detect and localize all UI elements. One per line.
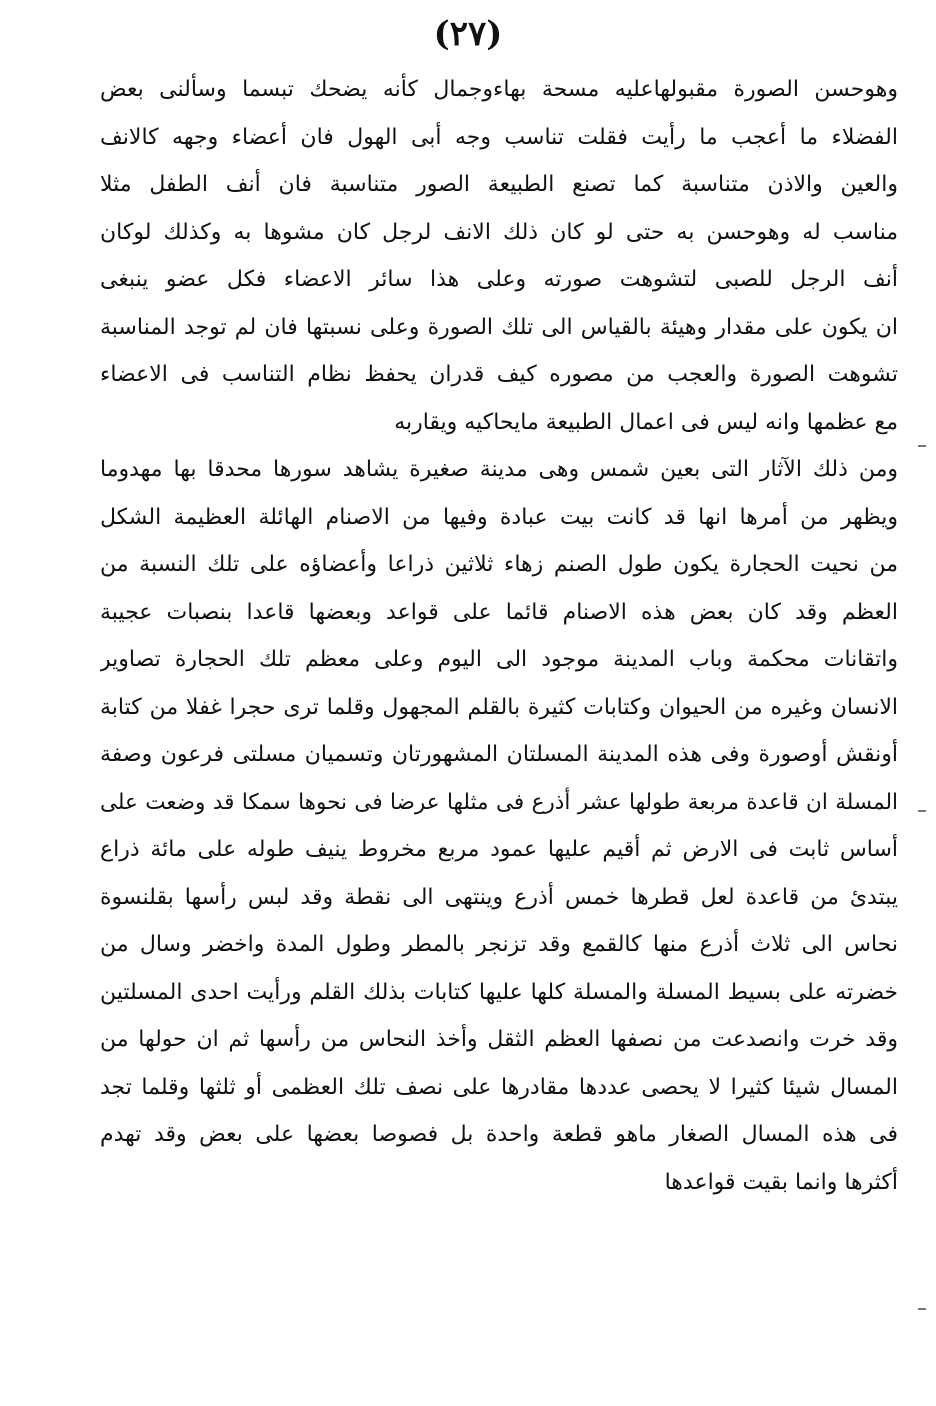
text-line: ان يكون على مقدار وهيئة بالقياس الى تلك الصورة وعلى نسبتها فان لم توجد المناسبة [100, 314, 898, 340]
page-number: (٢٧) [433, 14, 503, 54]
text-line: مع عظمها وانه ليس فى اعمال الطبيعة مايحاكيه ويقاربه [394, 409, 898, 435]
text-line: تشوهت الصورة والعجب من مصوره كيف قدران يحفظ نظام التناسب فى الاعضاء [100, 362, 898, 387]
text-line: المسال شيئا كثيرا لا يحصى عددها مقادرها على نصف تلك العظمى أو ثلثها وقلما تجد [100, 1074, 898, 1100]
text-line: من نحيت الحجارة يكون طول الصنم زهاء ثلاثين ذراعا وأعضاؤه على تلك النسبة من [100, 552, 898, 577]
text-line: واتقانات محكمة وباب المدينة موجود الى اليوم وعلى معظم تلك الحجارة تصاوير [100, 647, 898, 672]
text-line: ومن ذلك الآثار التى بعين شمس وهى مدينة صغيرة يشاهد سورها محدقا بها مهدوما [100, 457, 898, 482]
text-line: فى هذه المسال الصغار ماهو قطعة واحدة بل فصوصا بعضها على بعض وقد تهدم [100, 1122, 898, 1147]
text-line: أونقش أوصورة وفى هذه المدينة المسلتان المشهورتان وتسميان مسلتى فرعون وصفة [100, 742, 898, 767]
margin-mark [918, 1308, 926, 1310]
text-line: نحاس الى ثلاث أذرع منها كالقمع وقد تزنجر بالمطر وطول المدة واخضر وسال من [100, 932, 898, 957]
text-line: ويظهر من أمرها انها قد كانت بيت عبادة وفيها من الاصنام الهائلة العظيمة الشكل [100, 504, 898, 530]
body-text [100, 66, 898, 1206]
text-line: مناسب له وهوحسن به حتى لو كان ذلك الانف لرجل كان مشوها به وكذلك لوكان [100, 219, 898, 245]
text-line: والعين والاذن متناسبة كما تصنع الطبيعة الصور متناسبة فان أنف الطفل مثلا [100, 172, 898, 197]
text-line: الانسان وغيره من الحيوان وكتابات كثيرة بالقلم المجهول وقلما ترى حجرا غفلا من كتابة [100, 694, 898, 720]
text-line: وقد خرت وانصدعت من نصفها العظم الثقل وأخذ النحاس من رأسها ثم ان حولها من [100, 1027, 898, 1052]
margin-mark [918, 445, 926, 447]
text-line: المسلة ان قاعدة مربعة طولها عشر أذرع فى مثلها عرضا فى نحوها سمكا قد وضعت على [100, 789, 898, 815]
text-line: أنف الرجل للصبى لتشوهت صورته وعلى هذا سائر الاعضاء فكل عضو ينبغى [100, 267, 898, 292]
text-line: أكثرها وانما بقيت قواعدها [664, 1169, 898, 1195]
text-line: الفضلاء ما أعجب ما رأيت فقلت تناسب وجه أبى الهول فان أعضاء وجهه كالانف [100, 124, 898, 150]
text-line: العظم وقد كان بعض هذه الاصنام قائما على قواعد وبعضها قاعدا بنصبات عجيبة [100, 599, 898, 625]
text-line: وهوحسن الصورة مقبولهاعليه مسحة بهاءوجمال كأنه يضحك تبسما وسألنى بعض [100, 77, 898, 102]
text-line: أساس ثابت فى الارض ثم أقيم عليها عمود مربع مخروط ينيف طوله على مائة ذراع [100, 837, 898, 862]
text-line: خضرته على بسيط المسلة والمسلة كلها عليها كتابات بذلك القلم ورأيت احدى المسلتين [100, 979, 898, 1005]
text-line: يبتدئ من قاعدة لعل قطرها خمس أذرع وينتهى الى نقطة وقد لبس رأسها بقلنسوة [100, 884, 898, 910]
margin-mark [918, 810, 926, 812]
